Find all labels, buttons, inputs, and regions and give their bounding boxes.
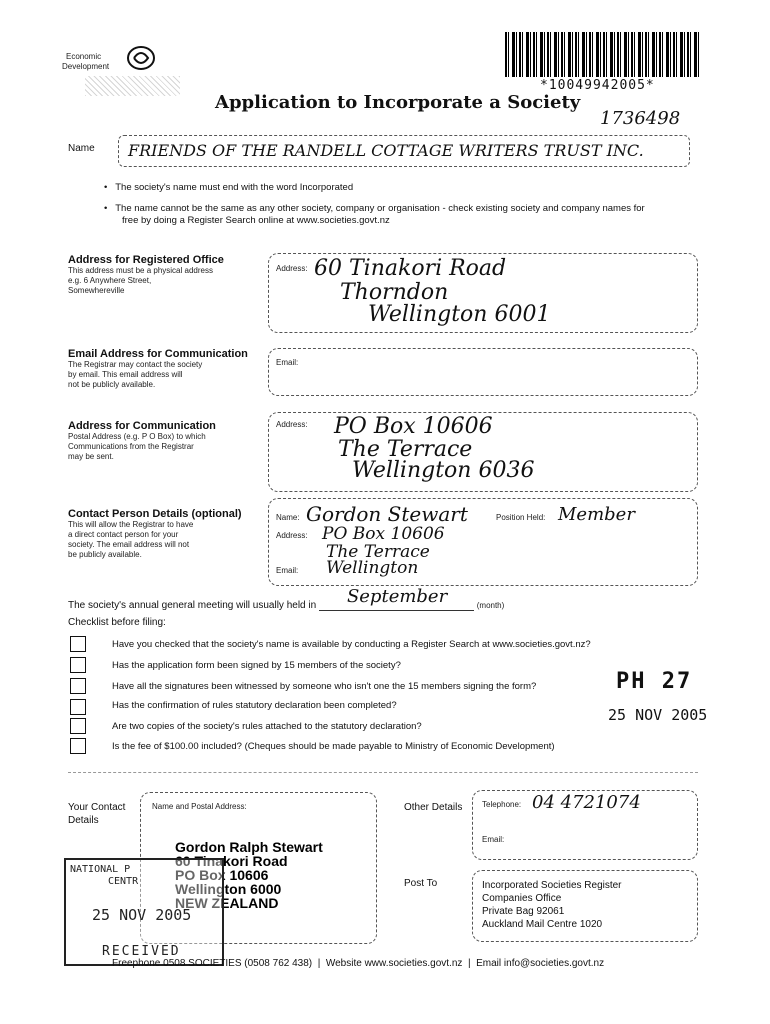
registered-office-help-2: e.g. 6 Anywhere Street,	[68, 276, 152, 285]
contact-address-line-2: The Terrace	[326, 542, 430, 562]
other-email-label: Email:	[482, 835, 505, 844]
agm-month-field[interactable]	[319, 586, 474, 611]
logo-text-line1: Economic	[66, 52, 102, 61]
your-contact-box-label: Name and Postal Address:	[152, 802, 247, 811]
contact-position-value: Member	[558, 504, 635, 525]
comm-address-title: Address for Communication	[68, 420, 216, 432]
footer-separator-1: |	[314, 958, 324, 969]
registered-office-title: Address for Registered Office	[68, 254, 224, 266]
comm-address-help-3: may be sent.	[68, 452, 114, 461]
checklist-item-3: Have all the signatures been witnessed by someone who isn't one the 15 members signing the form?	[112, 681, 537, 692]
ministry-logo	[30, 44, 190, 100]
email-comm-title: Email Address for Communication	[68, 348, 248, 360]
checklist-item-6: Is the fee of $100.00 included? (Cheques should be made payable to Ministry of Economic Development)	[112, 741, 555, 752]
checklist-item-4: Has the confirmation of rules statutory declaration been completed?	[112, 700, 397, 711]
agm-sentence	[68, 586, 505, 611]
bullet-2-continued: free by doing a Register Search online at www.societies.govt.nz	[122, 215, 390, 226]
registered-office-address-label: Address:	[276, 264, 308, 273]
agm-prefix: The society's annual general meeting will usually held in	[68, 600, 317, 611]
contact-person-section	[68, 508, 268, 560]
other-details-label: Other Details	[404, 802, 463, 813]
contact-name-label: Name:	[276, 513, 300, 522]
email-comm-field[interactable]	[268, 348, 698, 396]
barcode-number: *10049942005*	[540, 78, 655, 93]
contact-person-help-2: a direct contact person for your	[68, 530, 179, 539]
your-contact-line-1: Gordon Ralph Stewart	[175, 839, 323, 855]
checklist-checkbox-3[interactable]	[70, 678, 86, 694]
logo-text-line2: Development	[62, 62, 110, 71]
registered-office-line-1: 60 Tinakori Road	[314, 256, 507, 281]
checklist-checkbox-5[interactable]	[70, 718, 86, 734]
telephone-label: Telephone:	[482, 800, 522, 809]
registered-office-section	[68, 254, 268, 296]
post-to-line-2: Companies Office	[482, 893, 562, 904]
checklist-checkbox-1[interactable]	[70, 636, 86, 652]
email-comm-help-2: by email. This email address will	[68, 370, 183, 379]
your-contact-line-3: PO Box 10606	[175, 867, 269, 883]
comm-address-label: Address:	[276, 420, 308, 429]
handwritten-reference-number: 1736498	[600, 108, 681, 129]
registered-office-line-2: Thorndon	[340, 280, 449, 305]
footer-email[interactable]: Email info@societies.govt.nz	[476, 958, 605, 969]
received-stamp-line1: NATIONAL P	[70, 864, 131, 875]
footer-separator-2: |	[465, 958, 474, 969]
bullet-2: • The name cannot be the same as any other society, company or organisation - check existing society and company names for	[104, 203, 645, 214]
contact-person-help-1: This will allow the Registrar to have	[68, 520, 194, 529]
comm-address-help-1: Postal Address (e.g. P O Box) to which	[68, 432, 206, 441]
registered-office-help-3: Somewhereville	[68, 286, 125, 295]
your-contact-line-2: 60 Tinakori Road	[175, 853, 288, 869]
received-stamp-line2: CENTR	[108, 876, 139, 887]
registered-office-help-1: This address must be a physical address	[68, 266, 213, 275]
contact-position-label: Position Held:	[496, 513, 546, 522]
barcode	[505, 32, 699, 77]
logo-swirl-icon	[126, 44, 156, 72]
email-comm-help-1: The Registrar may contact the society	[68, 360, 203, 369]
society-name-value: FRIENDS OF THE RANDELL COTTAGE WRITERS TRUST INC.	[128, 141, 644, 160]
telephone-value: 04 4721074	[532, 792, 641, 813]
post-to-line-3: Private Bag 92061	[482, 906, 565, 917]
your-contact-line-5: NEW ZEALAND	[175, 895, 279, 911]
bullet-1: • The society's name must end with the word Incorporated	[104, 182, 354, 193]
checklist-checkbox-6[interactable]	[70, 738, 86, 754]
registered-office-line-3: Wellington 6001	[368, 302, 551, 327]
footer	[112, 958, 604, 969]
comm-address-line-3: Wellington 6036	[352, 458, 535, 483]
your-contact-label-1: Your Contact	[68, 802, 126, 813]
logo-scan-noise	[85, 76, 180, 96]
your-contact-line-4: Wellington 6000	[175, 881, 282, 897]
email-comm-section	[68, 348, 268, 390]
your-contact-label-2: Details	[68, 815, 99, 826]
checklist-item-5: Are two copies of the society's rules attached to the statutory declaration?	[112, 721, 422, 732]
post-to-line-1: Incorporated Societies Register	[482, 880, 622, 891]
checklist-title: Checklist before filing:	[68, 617, 166, 628]
contact-name-value: Gordon Stewart	[306, 502, 468, 526]
footer-freephone: Freephone 0508 SOCIETIES (0508 762 438)	[112, 958, 313, 969]
checklist-checkbox-4[interactable]	[70, 699, 86, 715]
checklist-item-2: Has the application form been signed by 15 members of the society?	[112, 660, 401, 671]
checklist-item-1: Have you checked that the society's name is available by conducting a Register Search at www.societies.govt.nz?	[112, 639, 591, 650]
contact-address-label: Address:	[276, 531, 308, 540]
agm-suffix: (month)	[476, 601, 505, 610]
contact-person-title: Contact Person Details (optional)	[68, 508, 242, 520]
name-label: Name	[68, 143, 95, 154]
comm-address-line-2: The Terrace	[338, 437, 473, 462]
footer-website[interactable]: Website www.societies.govt.nz	[325, 958, 463, 969]
post-to-label: Post To	[404, 878, 438, 889]
comm-address-help-2: Communications from the Registrar	[68, 442, 194, 451]
section-divider	[68, 772, 698, 773]
comm-address-section	[68, 420, 268, 462]
post-to-line-4: Auckland Mail Centre 1020	[482, 919, 603, 930]
received-stamp-word: RECEIVED	[102, 944, 181, 959]
contact-address-line-1: PO Box 10606	[322, 524, 445, 544]
agm-month-value: September	[346, 586, 448, 607]
received-stamp	[64, 858, 224, 966]
email-comm-label: Email:	[276, 358, 299, 367]
stamp-date: 25 NOV 2005	[608, 706, 708, 724]
comm-address-line-1: PO Box 10606	[334, 414, 493, 439]
contact-person-help-3: society. The email address will not	[68, 540, 190, 549]
contact-address-line-3: Wellington	[326, 558, 419, 578]
received-stamp-date: 25 NOV 2005	[92, 906, 192, 924]
email-comm-help-3: not be publicly available.	[68, 380, 156, 389]
page-title: Application to Incorporate a Society	[215, 92, 581, 113]
contact-email-label: Email:	[276, 566, 299, 575]
stamp-code: PH 27	[616, 669, 693, 694]
contact-person-help-4: be publicly available.	[68, 550, 142, 559]
checklist-checkbox-2[interactable]	[70, 657, 86, 673]
